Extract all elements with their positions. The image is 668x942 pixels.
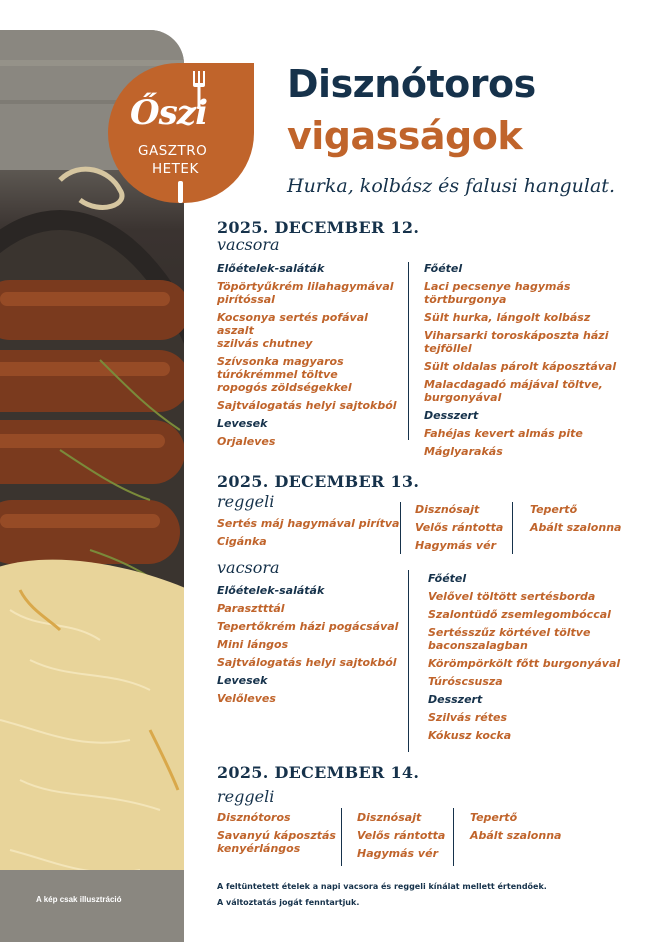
footnote-line2: A változtatás jogát fenntartjuk. [217, 898, 360, 907]
page-title: Disznótoros [287, 62, 536, 106]
day1-right-column [424, 262, 654, 463]
menu-item: Savanyú káposztás [217, 829, 336, 842]
menu-item: Sült hurka, lángolt kolbász [424, 311, 591, 324]
menu-item: Kocsonya sertés pofával aszalt [217, 311, 368, 337]
menu-item: burgonyával [424, 391, 502, 404]
day2-breakfast-col1 [217, 517, 407, 553]
photo-caption: A kép csak illusztráció [36, 895, 122, 904]
menu-item: Máglyarakás [424, 445, 503, 458]
page-subtitle: Hurka, kolbász és falusi hangulat. [287, 175, 615, 197]
day3-breakfast-col2 [357, 811, 457, 865]
logo-hetek: HETEK [152, 161, 199, 177]
menu-item: Parasztttál [217, 602, 285, 615]
menu-item: Szalontüdő zsemlegombóccal [428, 608, 611, 621]
day2-dinner-label: vacsora [217, 558, 280, 577]
menu-item: Fahéjas kevert almás pite [424, 427, 583, 440]
menu-item: Disznósajt [357, 811, 422, 824]
page-title-accent: vigasságok [287, 114, 523, 158]
day3-breakfast-col1 [217, 811, 342, 860]
day2-left-column [217, 584, 407, 710]
menu-item: Sült oldalas párolt káposztával [424, 360, 617, 373]
menu-item: Hagymás vér [357, 847, 438, 860]
menu-item: kenyérlángos [217, 842, 301, 855]
section-heading: Desszert [428, 693, 483, 706]
menu-item: Szilvás rétes [428, 711, 507, 724]
column-divider [408, 262, 409, 440]
day1-date: 2025. DECEMBER 12. [217, 218, 420, 237]
menu-item: Disznótoros [217, 811, 291, 824]
day2-breakfast-label: reggeli [217, 492, 275, 511]
section-heading: Főétel [424, 262, 463, 275]
menu-item: Hagymás vér [415, 539, 496, 552]
menu-item: Sajtválogatás helyi sajtokból [217, 399, 397, 412]
day1-meal: vacsora [217, 235, 280, 254]
section-heading: Levesek [217, 417, 268, 430]
menu-item: Túróscsusza [428, 675, 503, 688]
menu-item: Disznósajt [415, 503, 480, 516]
section-heading: Főétel [428, 572, 467, 585]
column-divider [453, 808, 454, 866]
menu-item: Sertés máj hagymával pirítva [217, 517, 400, 530]
menu-item: Velős rántotta [357, 829, 446, 842]
menu-item: Velővel töltött sertésborda [428, 590, 596, 603]
menu-item: Malacdagadó májával töltve, [424, 378, 603, 391]
section-heading: Desszert [424, 409, 479, 422]
menu-item: Abált szalonna [470, 829, 562, 842]
menu-item: Velőleves [217, 692, 276, 705]
menu-item: Tepertő [530, 503, 578, 516]
day2-breakfast-col2 [415, 503, 515, 557]
menu-item: ropogós zöldségekkel [217, 381, 352, 394]
menu-item: Viharsarki toroskáposzta házi tejföllel [424, 329, 609, 355]
day2-date: 2025. DECEMBER 13. [217, 472, 420, 491]
menu-item: Laci pecsenye hagymás törtburgonya [424, 280, 571, 306]
day3-date: 2025. DECEMBER 14. [217, 763, 420, 782]
column-divider [400, 502, 401, 554]
logo-oszi: Őszi [130, 93, 207, 133]
day3-breakfast-label: reggeli [217, 787, 275, 806]
menu-item: Körömpörkölt főtt burgonyával [428, 657, 621, 670]
menu-item: Sajtválogatás helyi sajtokból [217, 656, 397, 669]
day2-right-column [428, 572, 653, 747]
column-divider [341, 808, 342, 866]
menu-item: Töpörtyűkrém lilahagymával [217, 280, 394, 293]
menu-item: szilvás chutney [217, 337, 313, 350]
logo-gasztro: GASZTRO [138, 143, 208, 159]
menu-item: Velős rántotta [415, 521, 504, 534]
oszi-gasztro-hetek-logo [108, 63, 254, 203]
menu-item: Kókusz kocka [428, 729, 512, 742]
menu-item: baconszalagban [428, 639, 528, 652]
day1-left-column [217, 262, 407, 453]
menu-item: pirítóssal [217, 293, 275, 306]
menu-item: Szívsonka magyaros [217, 355, 344, 368]
menu-item: Tepertő [470, 811, 518, 824]
section-heading: Előételek-saláták [217, 584, 325, 597]
column-divider [512, 502, 513, 554]
day3-breakfast-col3 [470, 811, 580, 847]
menu-item: túrókrémmel töltve [217, 368, 338, 381]
menu-item: Abált szalonna [530, 521, 622, 534]
menu-item: Sertésszűz körtével töltve [428, 626, 591, 639]
column-divider [408, 570, 409, 752]
menu-item: Orjaleves [217, 435, 276, 448]
footnote-line1: A feltüntetett ételek a napi vacsora és reggeli kínálat mellett értendőek. [217, 882, 547, 891]
menu-item: Cigánka [217, 535, 267, 548]
section-heading: Levesek [217, 674, 268, 687]
fork-handle-icon [178, 181, 184, 203]
menu-item: Tepertőkrém házi pogácsával [217, 620, 399, 633]
section-heading: Előételek-saláták [217, 262, 325, 275]
day2-breakfast-col3 [530, 503, 630, 539]
menu-item: Mini lángos [217, 638, 289, 651]
